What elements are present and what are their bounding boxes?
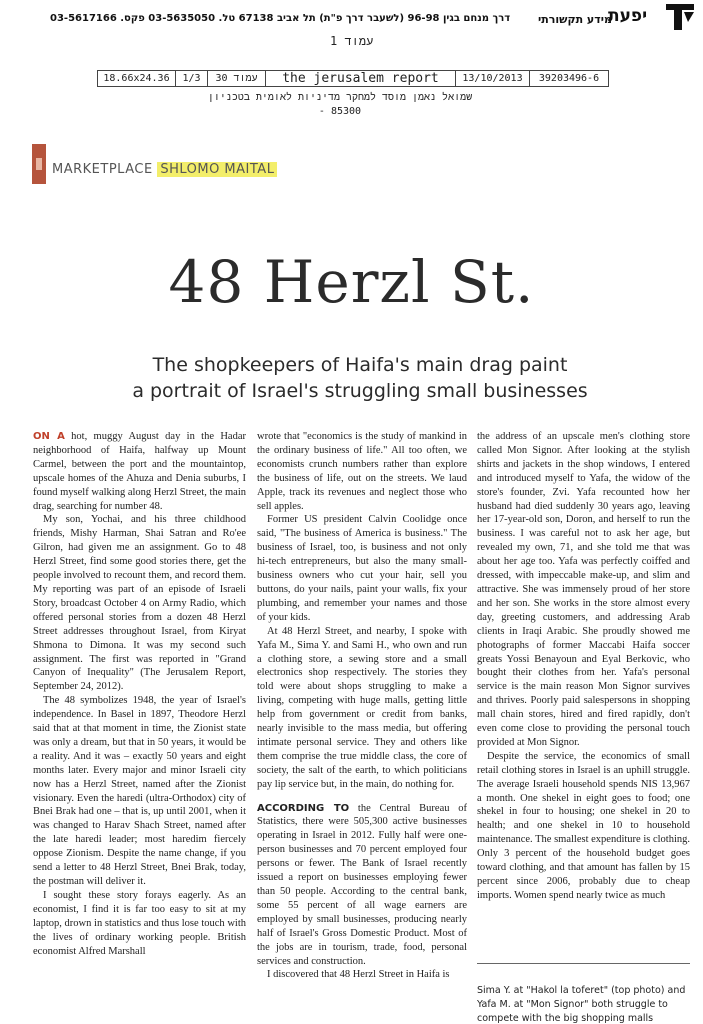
paragraph: ACCORDING TO the Central Bureau of Statistics, there were 505,300 active businesses operating in Israel in 2012. Fully half were one-person businesses and 70 percent employed four persons or fewer. The Bank of Israel recently issued a report on businesses employing fewer than 50 people. According to the central bank, some 55 percent of all wage earners are employed by small businesses, producing nearly half of Israel's Gross Domestic Product. Most of the jobs are in tourism, trade, food, personal services and construction. — [257, 802, 467, 967]
paragraph: I sought these story forays eagerly. As an economist, I find it is far too easy to sit at my laptop, drown in statistics and thus lose touch with the lives of ordinary working people. British economist Alfred Marshall — [33, 889, 246, 957]
meta-fraction: 1/3 — [176, 71, 208, 86]
column-1 — [33, 430, 246, 958]
paragraph: Former US president Calvin Coolidge once said, "The business of America is business." The business of Israel, too, is business and not only hi-tech entrepreneurs, but also the many small-business owners who cut your hair, sell you buttons, do your nails, paint your walls, fix your plumbing, and remember your names and those of your kids. — [257, 514, 467, 623]
paragraph: The 48 symbolizes 1948, the year of Israel's independence. In Basel in 1897, Theodore Herzl said that at that moment in time, the Zionist state was only a dream, but that in 50 years, it would be a reality. And it was – exactly 50 years and eight months later. Every major and minor Israeli city now has a Herzl Street, named after the Zionist visionary. Even the haredi (ultra-Orthodox) city of Bnei Brak had one – that is, up until 2001, when it was changed to Harav Shach Street, named after the late haredi leader; most haredim fiercely oppose Zionism. Despite the name change, if you send a letter to 48 Herzl Street, Bnei Brak, today, the postman will deliver it. — [33, 695, 246, 887]
author-name: SHLOMO MAITAL — [157, 162, 277, 177]
column-2 — [257, 430, 467, 982]
yifat-logo-icon — [664, 2, 696, 32]
photo-caption: Sima Y. at "Hakol la toferet" (top photo) and Yafa M. at "Mon Signor" both struggle to compete with the big shopping malls — [477, 985, 686, 1024]
section-marker-icon — [32, 144, 46, 184]
paragraph: ON A hot, muggy August day in the Hadar neighborhood of Haifa, halfway up Mount Carmel, between the port and the mountaintop, upscale homes of the Ahuza and Denia suburbs, I found myself walking along Herzl Street, the main drag, searching for number 48. — [33, 431, 246, 512]
section-label — [52, 162, 277, 177]
meta-date: 13/10/2013 — [456, 71, 530, 86]
logo-text: יפעת — [608, 6, 648, 26]
dek-line-1: The shopkeepers of Haifa's main drag paint — [152, 354, 568, 376]
client-name: שמואל נאמן מוסד למחקר מדיניות לאומית בטכניון — [207, 92, 473, 103]
dek — [80, 352, 640, 404]
paragraph: wrote that "economics is the study of mankind in the ordinary business of life." All too often, we economists crunch numbers rather than explore the business of life, out on the streets. We laud Apple, track its revenues and neglect those who sell apples. — [257, 431, 467, 512]
article — [0, 120, 703, 1024]
section-lead-in: ACCORDING TO — [257, 802, 350, 814]
clip-meta-table — [97, 70, 609, 87]
meta-page: עמוד 30 — [208, 71, 266, 86]
section-name: MARKETPLACE — [52, 162, 153, 177]
dek-line-2: a portrait of Israel's struggling small businesses — [132, 380, 588, 402]
caption-divider — [477, 963, 690, 964]
meta-code: 39203496-6 — [538, 73, 600, 84]
paragraph: the address of an upscale men's clothing store called Mon Signor. After looking at the stylish shirts and jackets in the shop windows, I entered and introduced myself to Yafa, the widow of the store's founder, Zvi. Yafa recounted how her husband had died suddenly 30 years ago, leaving her 17-year-old son, Doron, and herself to run the business. I was careful not to ask her age, but revealed my own, 71, and she told me that was about her age too. Yafa was perfectly coiffed and dressed, with impeccable make-up, and slim and attractive. She was immensely proud of her store and her son. She works in the store almost every day, greeting customers, and addressing Arab clients in Iraqi Arabic. She proudly showed me photographs of former Maccabi Haifa soccer greats Yossi Benayoun and Eyal Berkovic, who bought their clothes from her. Yafa's personal service is the main reason Mon Signor survives and thrives. Poorly paid salespersons in shopping mall chain stores, hired and fired rapidly, don't even come close to providing the personal touch provided at Mon Signor. — [477, 431, 690, 748]
contact-line: דרך מנחם בגין 96-98 (לשעבר דרך פ"ת) תל אביב 67138 טל. 03-5635050 פקס. 03-5617166 — [50, 13, 511, 24]
paragraph: Despite the service, the economics of small retail clothing stores in Israel is an uphill struggle. The average Israeli household spends NIS 13,967 a month. One shekel in eight goes to food; one shekel in four to housing; one shekel in 20 to health; and one shekel in 10 to household maintenance. The smallest expenditure is clothing. Only 3 percent of the household budget goes toward clothing, and that amount has fallen by 15 percent since 2006, probably due to cheap imports. Women spend nearly twice as much — [477, 750, 690, 901]
lead-in: ON A — [33, 431, 65, 442]
meta-size: 18.66x24.36 — [98, 71, 176, 86]
clipping-header — [0, 0, 703, 120]
client-code: 85300 - — [318, 106, 362, 117]
page-label: עמוד 1 — [330, 34, 374, 48]
column-3 — [477, 430, 690, 903]
paragraph: My son, Yochai, and his three childhood friends, Mishy Harman, Shai Satran and Ro'ee Gilron, had given me an assignment. Go to 48 Herzl Street, find some good stories there, get the people involved to recount them, and record them. My reporting was part of an episode of Israeli Story, broadcast October 4 on Army Radio, which offered personal stories from a dozen 48 Herzl Street addresses throughout Israel, from Kiryat Shmona to Dimona. It was my second such assignment. The first was reported in "Grand Canyon of Inequality" (The Jerusalem Report, September 24, 2012). — [33, 514, 246, 693]
meta-publication: the jerusalem report — [266, 71, 456, 86]
paragraph: At 48 Herzl Street, and nearby, I spoke with Yafa M., Sima Y. and Sami H., who own and run a clothing store, a sewing store and a small electronics shop respectively. The stories they told were about shops struggling to make a living, competing with huge malls, getting little help from government or credit from banks, nearly invisible to the mass media, but offering intimate personal service. They and others like them comprise the true middle class, the core of society, the salt of the earth, to which politicians pay lip service but, in the main, do nothing for. — [257, 625, 467, 790]
logo-subtitle: מידע תקשורתי — [538, 13, 612, 26]
paragraph: I discovered that 48 Herzl Street in Haifa is — [267, 969, 450, 981]
headline: 48 Herzl St. — [168, 248, 535, 316]
